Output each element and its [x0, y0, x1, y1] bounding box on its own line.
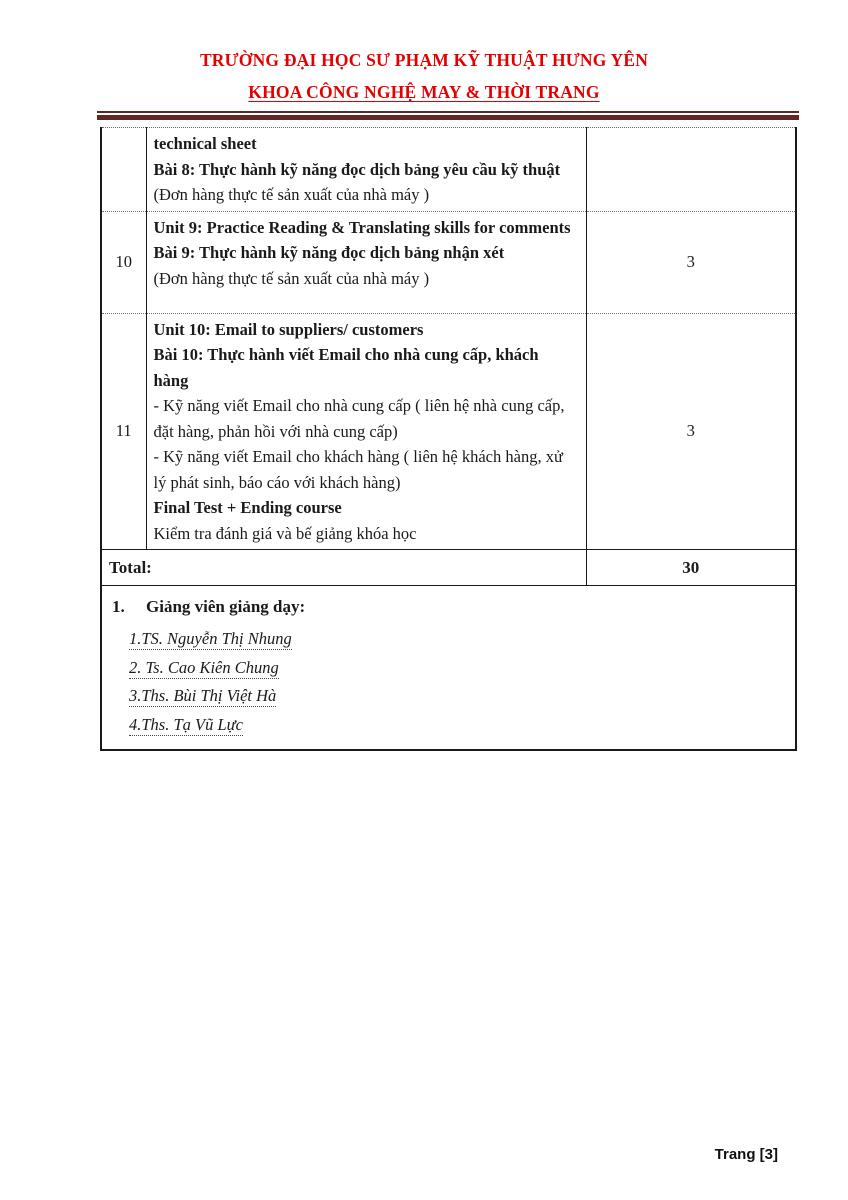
lecturers-cell	[101, 586, 796, 751]
lecturer-name: 1.TS. Nguyễn Thị Nhung	[129, 629, 292, 648]
row-number-cell: 11	[101, 313, 146, 550]
syllabus-table	[100, 127, 797, 751]
unit-title: Unit 10: Email to suppliers/ customers	[153, 319, 424, 339]
table-row	[101, 313, 796, 550]
lesson-title: Bài 9: Thực hành kỹ năng đọc dịch bảng nhận xét	[153, 243, 505, 262]
lecturers-list	[129, 625, 785, 739]
page-number: Trang [3]	[714, 1146, 778, 1163]
row-number-cell	[101, 128, 146, 212]
hours-cell: 3	[586, 211, 796, 313]
divider-thin-line	[97, 111, 799, 113]
lecturers-heading-text: Giảng viên giảng dạy:	[146, 597, 306, 616]
final-test-note: Kiểm tra đánh giá và bế giảng khóa học	[153, 523, 417, 543]
list-item	[129, 654, 785, 683]
lecturers-heading	[112, 594, 785, 620]
total-row	[101, 550, 796, 586]
hours-cell: 3	[586, 313, 796, 550]
lesson-detail: - Kỹ năng viết Email cho nhà cung cấp ( liên hệ nhà cung cấp, đặt hàng, phản hồi với nhà cung cấp)	[153, 396, 565, 441]
total-hours-cell: 30	[586, 550, 796, 586]
final-test-title: Final Test + Ending course	[153, 498, 342, 517]
header-divider-rule	[97, 111, 799, 120]
list-item	[129, 682, 785, 711]
lecturer-name: 2. Ts. Cao Kiên Chung	[129, 657, 279, 677]
divider-thick-line	[97, 115, 799, 120]
lesson-title: Bài 8: Thực hành kỹ năng đọc dịch bảng yêu cầu kỹ thuật	[153, 159, 561, 179]
lesson-title: Bài 10: Thực hành viết Email cho nhà cung cấp, khách hàng	[153, 345, 539, 390]
list-item	[129, 711, 785, 740]
list-item	[129, 625, 785, 654]
row-content-cell	[146, 313, 586, 550]
total-label: Total:	[101, 550, 586, 586]
university-name: TRƯỜNG ĐẠI HỌC SƯ PHẠM KỸ THUẬT HƯNG YÊN	[199, 50, 649, 70]
lesson-note: (Đơn hàng thực tế sản xuất của nhà máy )	[153, 268, 430, 288]
lecturers-row	[101, 586, 796, 751]
row-content-cell	[146, 211, 586, 313]
unit-title: technical sheet	[153, 134, 257, 153]
lecturers-heading-number: 1.	[112, 597, 125, 616]
unit-title: Unit 9: Practice Reading & Translating skills for comments	[153, 217, 571, 237]
faculty-name: KHOA CÔNG NGHỆ MAY & THỜI TRANG	[248, 82, 600, 102]
lesson-detail: - Kỹ năng viết Email cho khách hàng ( liên hệ khách hàng, xử lý phát sinh, báo cáo với khách hàng)	[153, 447, 563, 492]
row-content-cell	[146, 128, 586, 212]
document-header	[0, 0, 848, 103]
row-number-cell: 10	[101, 211, 146, 313]
hours-cell	[586, 128, 796, 212]
table-row	[101, 128, 796, 212]
lecturer-name: 3.Ths. Bùi Thị Việt Hà	[129, 686, 277, 705]
lecturer-name: 4.Ths. Tạ Vũ Lực	[129, 714, 243, 734]
table-row	[101, 211, 796, 313]
lesson-note: (Đơn hàng thực tế sản xuất của nhà máy )	[153, 185, 430, 204]
